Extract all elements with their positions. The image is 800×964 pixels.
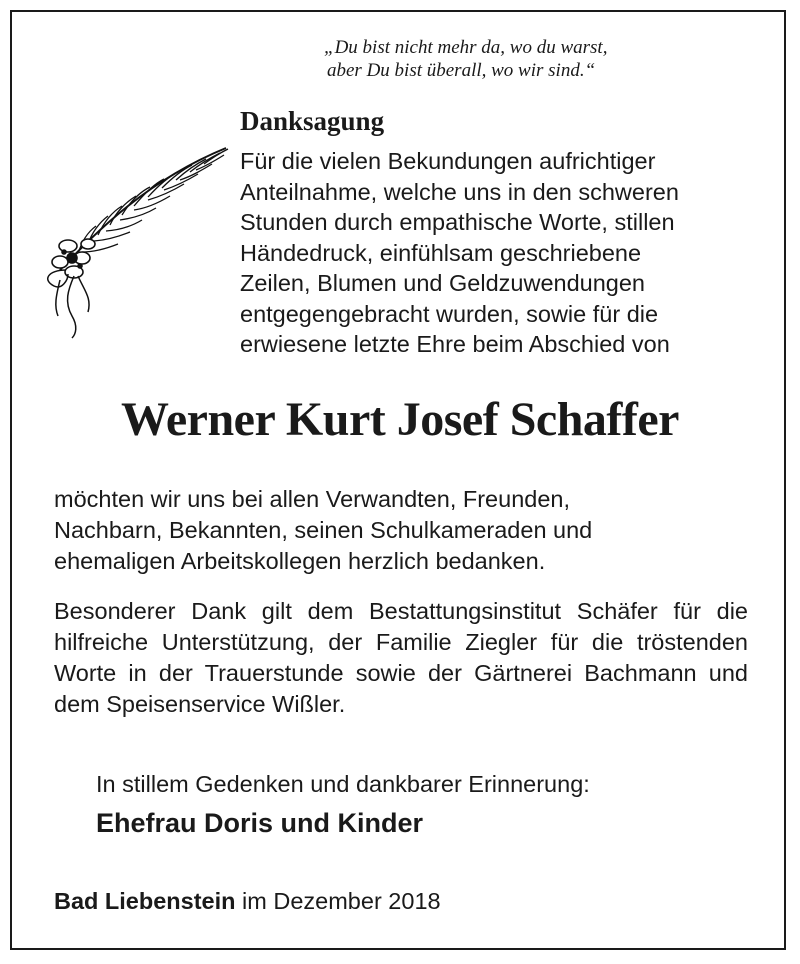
intro-line: Für die vielen Bekundungen aufrichtiger (240, 148, 656, 174)
thanks-line: möchten wir uns bei allen Verwandten, Freunden, (54, 486, 571, 512)
special-thanks-paragraph: Besonderer Dank gilt dem Bestattungsinstitut Schäfer für die hilfreiche Unterstützung, der Familie Ziegler für die tröstenden Worte in der Trauerstunde sowie der Gärtnerei Bachmann und dem Speisenservice Wißler. (54, 598, 748, 717)
epigraph-quote (324, 36, 744, 82)
intro-line: entgegengebracht wurden, sowie für die (240, 300, 659, 327)
intro-line: Zeilen, Blumen und Geldzuwendungen (240, 270, 645, 296)
memory-line: In stillem Gedenken und dankbarer Erinnerung: (96, 771, 590, 797)
intro-text (240, 146, 760, 360)
heading: Danksagung (240, 106, 385, 136)
intro-line: Stunden durch empathische Worte, stillen (240, 209, 675, 235)
quote-line-2: aber Du bist überall, wo wir sind.“ (327, 60, 596, 81)
deceased-name: Werner Kurt Josef Schaffer (121, 393, 679, 446)
intro-line: Händedruck, einfühlsam geschriebene (240, 239, 642, 266)
thanks-paragraph (54, 484, 748, 577)
intro-line: erwiesene letzte Ehre beim Abschied von (240, 331, 670, 357)
thanks-line: Nachbarn, Bekannten, seinen Schulkameraden und (54, 517, 593, 543)
date: im Dezember 2018 (242, 888, 441, 914)
intro-line: Anteilnahme, welche uns in den schweren (240, 178, 679, 205)
thanks-line: ehemaligen Arbeitskollegen herzlich bedanken. (54, 548, 546, 574)
quote-line-1: „Du bist nicht mehr da, wo du warst, (324, 37, 608, 58)
family-signature: Ehefrau Doris und Kinder (96, 808, 424, 838)
town: Bad Liebenstein (54, 888, 236, 914)
feather-with-flower-icon (38, 140, 233, 340)
place-and-date (54, 888, 441, 915)
